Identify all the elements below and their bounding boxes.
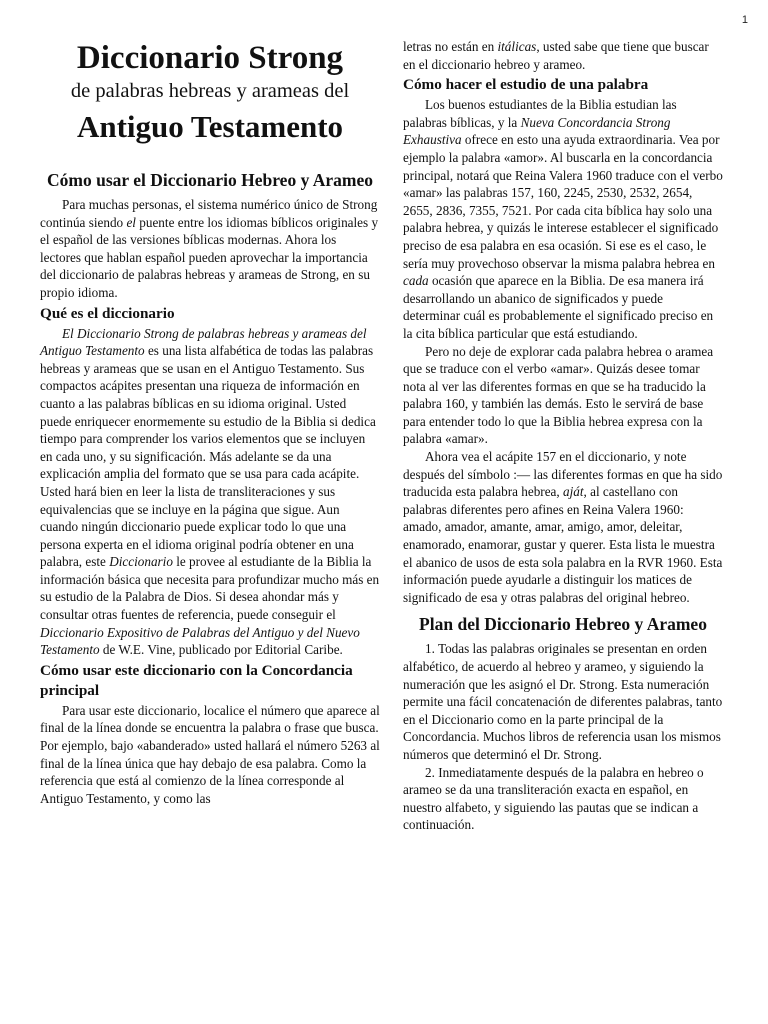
howuse-paragraph: Para usar este diccionario, localice el número que aparece al final de la línea donde se encuentra la palabra o frase que busca. Por ejemplo, bajo «abanderado» usted hallará el número 5263 al final de la línea única que hay debajo de esa palabra. Como la referencia que está al comienzo de la línea corresponde al Antiguo Testamento, y como las bbox=[40, 702, 380, 806]
plan-paragraph-2: 2. Inmediatamente después de la palabra en hebreo o arameo se da una transliteración exacta en español, en nuestro alfabeto, y siguiendo las pautas que se indican a continuación. bbox=[403, 764, 704, 833]
cont-text-em: itálicas bbox=[497, 39, 537, 54]
study-paragraph-2: Pero no deje de explorar cada palabra hebrea o aramea que se traduce con el verbo «amar». Quizás desee tomar nota al ver las diferentes formas en que se ha traducido la palabra 160, y también las demás. Esto le servirá de base para entender todo lo que la Biblia hebrea expresa con la palabra «amar». bbox=[403, 343, 714, 447]
section-heading-concordancia: Cómo usar este diccionario con la Concordancia principal bbox=[40, 661, 353, 699]
what-text-em: El Diccionario Strong de palabras hebreas y arameas del Antiguo Testamento bbox=[40, 325, 367, 359]
intro-paragraph bbox=[40, 196, 380, 302]
intro-text-em: el bbox=[126, 214, 136, 230]
study1-text-b: ofrece en esto una ayuda extraordinaria. Vea por ejemplo la palabra «amor». Al buscarla en la concordancia principal, notará que Reina Valera 1960 traduce con el verbo «amar» las palabras 157, 160, 2245, 2530, 2532, 2654, 2655, 2836, 7355, 7521. Por cada cita bíblica hay solo una palabra hebrea, y quizás le interese establecer el significado preciso de esa palabra en esa ocasión. Si ese es el caso, le sería muy provechoso observar la misma palabra hebrea en bbox=[403, 132, 723, 271]
right-column bbox=[403, 38, 723, 834]
plan-paragraph-1: 1. Todas las palabras originales se presentan en orden alfabético, de acuerdo al hebreo y arameo, y siguiendo la numeración que les asignó el Dr. Strong. Esta numeración permite una fácil concatenación de diferentes palabras, tanto en el Diccionario como en la parte principal de la Concordancia. Muchos libros de referencia usan los mismos números que determinó el Dr. Strong. bbox=[403, 641, 723, 762]
cont-text-a: letras no están en bbox=[403, 39, 498, 54]
section-heading-estudio: Cómo hacer el estudio de una palabra bbox=[403, 76, 649, 94]
study3-text-b: , al castellano con palabras diferentes pero afines en Reina Valera 1960: amado, amador, amante, amar, amigo, amor, deleitar, enamorado, enamorar, gustar y querer. Esta lista le muestra el abanico de usos de esta sola palabra en la RVR 1960. Esta información puede ayudarle a distinguir los matices de significado de esa y otras palabras del original hebreo. bbox=[403, 484, 723, 605]
page-number: 1 bbox=[741, 14, 748, 26]
section-heading-como-usar: Cómo usar el Diccionario Hebreo y Arameo bbox=[47, 170, 373, 190]
what-text-em2: Diccionario bbox=[109, 554, 173, 570]
intro-text-a: Para muchas personas, el sistema numérico único de Strong continúa siendo bbox=[40, 197, 378, 230]
section-heading-que-es: Qué es el diccionario bbox=[40, 304, 175, 322]
document-title-big: Antiguo Testamento bbox=[76, 109, 344, 144]
study1-text-em2: cada bbox=[403, 273, 429, 289]
document-subtitle: de palabras hebreas y arameas del bbox=[70, 80, 350, 102]
left-column bbox=[40, 38, 380, 807]
what-text-em3: Diccionario Expositivo de Palabras del Antiguo y del Nuevo Testamento bbox=[40, 624, 360, 658]
study1-text-a: Los buenos estudiantes de la Biblia estudian las palabras bíblicas, y la bbox=[403, 97, 677, 130]
document-title: Diccionario Strong bbox=[76, 40, 344, 76]
study1-text-c: ocasión que aparece en la Biblia. De esa manera irá desarrollando un abanico de significados y puede determinar cuál es probablemente el significado preciso en la cita bíblica particular que está estudiando. bbox=[403, 273, 714, 341]
study3-text-a: Ahora vea el acápite 157 en el diccionario, y note después del símbolo :— las diferentes formas en que ha sido traducida esta palabra hebrea, bbox=[403, 449, 723, 500]
what-text-a: es una lista alfabética de todas las palabras hebreas y arameas que se usan en el Antiguo Testamento. Sus compactos acápites presentan una riqueza de información en cuanto a las palabras bíblicas en su idioma original. Usted puede enriquecer enormemente su estudio de la Biblia si dedica tiempo para comprender los varios elementos que se incluyen en cada uno, y su significación. Más adelante se da una explicación amplia del formato que se usa para cada acápite. Usted hará bien en leer la lista de transliteraciones y sus equivalencias que se incluye en la página que sigue. Aun cuando ningún diccionario puede explicar todo lo que una persona experta en el idioma original podría obtener en una palabra, este bbox=[40, 343, 376, 570]
what-text-b: le provee al estudiante de la Biblia la información básica que necesita para profundizar mucho más en su estudio de la Palabra de Dios. Si desea ahondar más y consultar otras fuentes de referencia, puede conseguir el bbox=[40, 554, 380, 623]
study-paragraph-1 bbox=[403, 96, 723, 342]
study-paragraph-3 bbox=[403, 448, 723, 606]
study3-text-em: aját bbox=[563, 484, 584, 500]
continued-paragraph bbox=[403, 38, 723, 73]
intro-text-b: puente entre los idiomas bíblicos originales y el español de las versiones bíblicas modernas. Ahora los lectores que hablan español pueden aprovechar la importancia del diccionario de palabras hebreas y arameas de Strong, en su propio idioma. bbox=[40, 214, 379, 300]
what-paragraph bbox=[40, 325, 380, 659]
study1-text-em: Nueva Concordancia Strong Exhaustiva bbox=[403, 114, 671, 148]
cont-text-b: , usted sabe que tiene que buscar en el diccionario hebreo y arameo. bbox=[403, 39, 709, 72]
section-heading-plan: Plan del Diccionario Hebreo y Arameo bbox=[419, 614, 707, 635]
what-text-c: de W.E. Vine, publicado por Editorial Caribe. bbox=[99, 642, 343, 658]
